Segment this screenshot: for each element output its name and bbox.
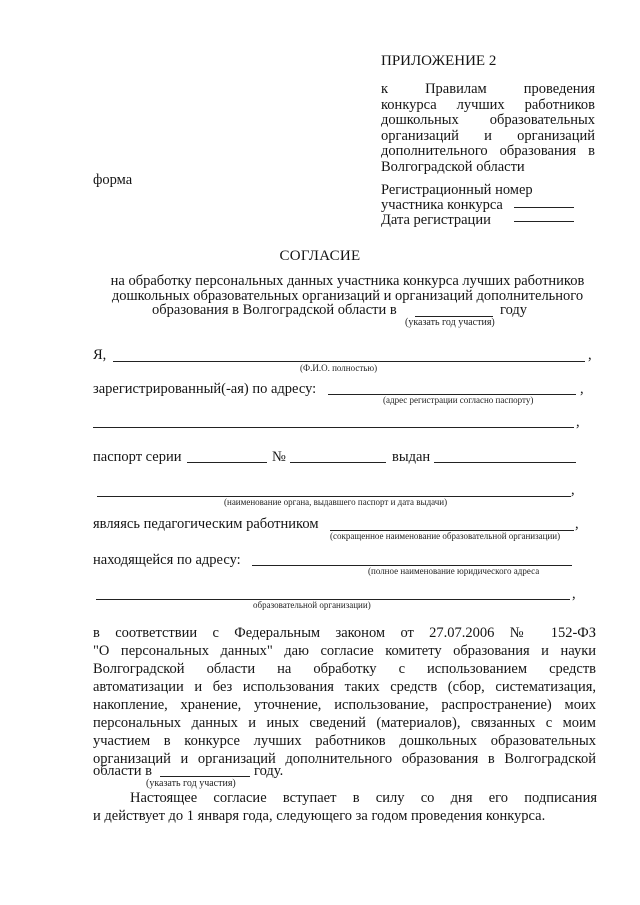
year-hint: (указать год участия) (405, 317, 495, 328)
passport-series-field[interactable] (187, 462, 267, 463)
appendix-line: организаций и организаций (381, 127, 595, 144)
located-label: находящейся по адресу: (93, 552, 241, 568)
passport-number-sign: № (272, 449, 286, 465)
final-line: и действует до 1 января года, следующего за годом проведения конкурса. (93, 808, 546, 824)
consent-line: автоматизации и без использования таких средств (сбор, систематизация, (93, 679, 596, 695)
appendix-line: дополнительного образования в (381, 143, 595, 159)
consent-last-prefix: области в (93, 763, 152, 779)
fio-field[interactable] (113, 361, 585, 362)
subheading-line: дошкольных образовательных организаций и организаций дополнительного (111, 288, 584, 304)
registration-number-label: Регистрационный номер (381, 182, 533, 198)
comma: , (571, 482, 575, 498)
appendix-reference (381, 82, 595, 175)
passport-issued-label: выдан (392, 449, 431, 465)
subheading-line: образования в Волгоградской области в (152, 302, 397, 318)
form-label: форма (93, 172, 133, 188)
consent-line: "О персональных данных" даю согласие комитету образования и науки (93, 643, 596, 659)
address-hint: (адрес регистрации согласно паспорту) (383, 395, 534, 405)
consent-line: персональных данных и иных сведений (материалов), связанных с моим (93, 715, 596, 731)
teacher-label: являясь педагогическим работником (93, 516, 319, 532)
registration-block (381, 183, 533, 228)
passport-series-label: паспорт серии (93, 449, 182, 465)
comma: , (580, 381, 584, 397)
consent-line: организаций и организаций дополнительного образования в Волгоградской (93, 751, 596, 767)
consent-line: Волгоградской области на обработку с использованием средств (93, 661, 596, 677)
appendix-line: Волгоградской области (381, 158, 525, 175)
registration-number-label-2: участника конкурса (381, 197, 503, 213)
appendix-line: к Правилам проведения (381, 81, 595, 97)
fio-hint: (Ф.И.О. полностью) (300, 363, 378, 373)
consent-line: в соответствии с Федеральным законом от 27.07.2006 № 152-ФЗ (93, 625, 596, 641)
registered-label: зарегистрированный(-ая) по адресу: (93, 381, 317, 397)
subheading-line: на обработку персональных данных участника конкурса лучших работников (110, 273, 585, 289)
appendix-line: дошкольных образовательных (381, 112, 595, 128)
consent-line: накопление, хранение, уточнение, использование, распространение) моих (93, 697, 596, 713)
consent-body (93, 624, 596, 768)
passport-number-field[interactable] (290, 462, 386, 463)
comma: , (575, 516, 579, 532)
comma: , (572, 586, 576, 602)
issuer-hint: (наименование органа, выдавшего паспорт и дата выдачи) (224, 497, 448, 507)
comma: , (576, 414, 580, 430)
passport-issued-field[interactable] (434, 462, 576, 463)
organization-short-hint: (сокращенное наименование образовательной организации) (330, 531, 561, 541)
appendix-line: конкурса лучших работников (381, 96, 595, 113)
comma: , (588, 347, 592, 363)
appendix-title: ПРИЛОЖЕНИЕ 2 (381, 53, 497, 69)
organization-hint: образовательной организации) (253, 600, 371, 610)
consent-year-hint: (указать год участия) (146, 778, 236, 789)
legal-address-hint: (полное наименование юридического адреса (368, 566, 540, 576)
consent-line: участием в конкурсе лучших работников дошкольных образовательных (93, 733, 596, 749)
registration-date-label: Дата регистрации (381, 212, 491, 228)
address-field-continued[interactable] (93, 427, 574, 428)
subheading-year-suffix: году (500, 302, 528, 318)
registration-number-field[interactable] (514, 207, 574, 208)
ya-label: Я, (93, 347, 107, 363)
final-line: Настоящее согласие вступает в силу со дня его подписания (130, 790, 597, 806)
registration-date-field[interactable] (514, 221, 574, 222)
document-heading: СОГЛАСИЕ (279, 248, 361, 264)
consent-year-field[interactable] (160, 776, 250, 777)
consent-last-suffix: году. (254, 763, 284, 779)
